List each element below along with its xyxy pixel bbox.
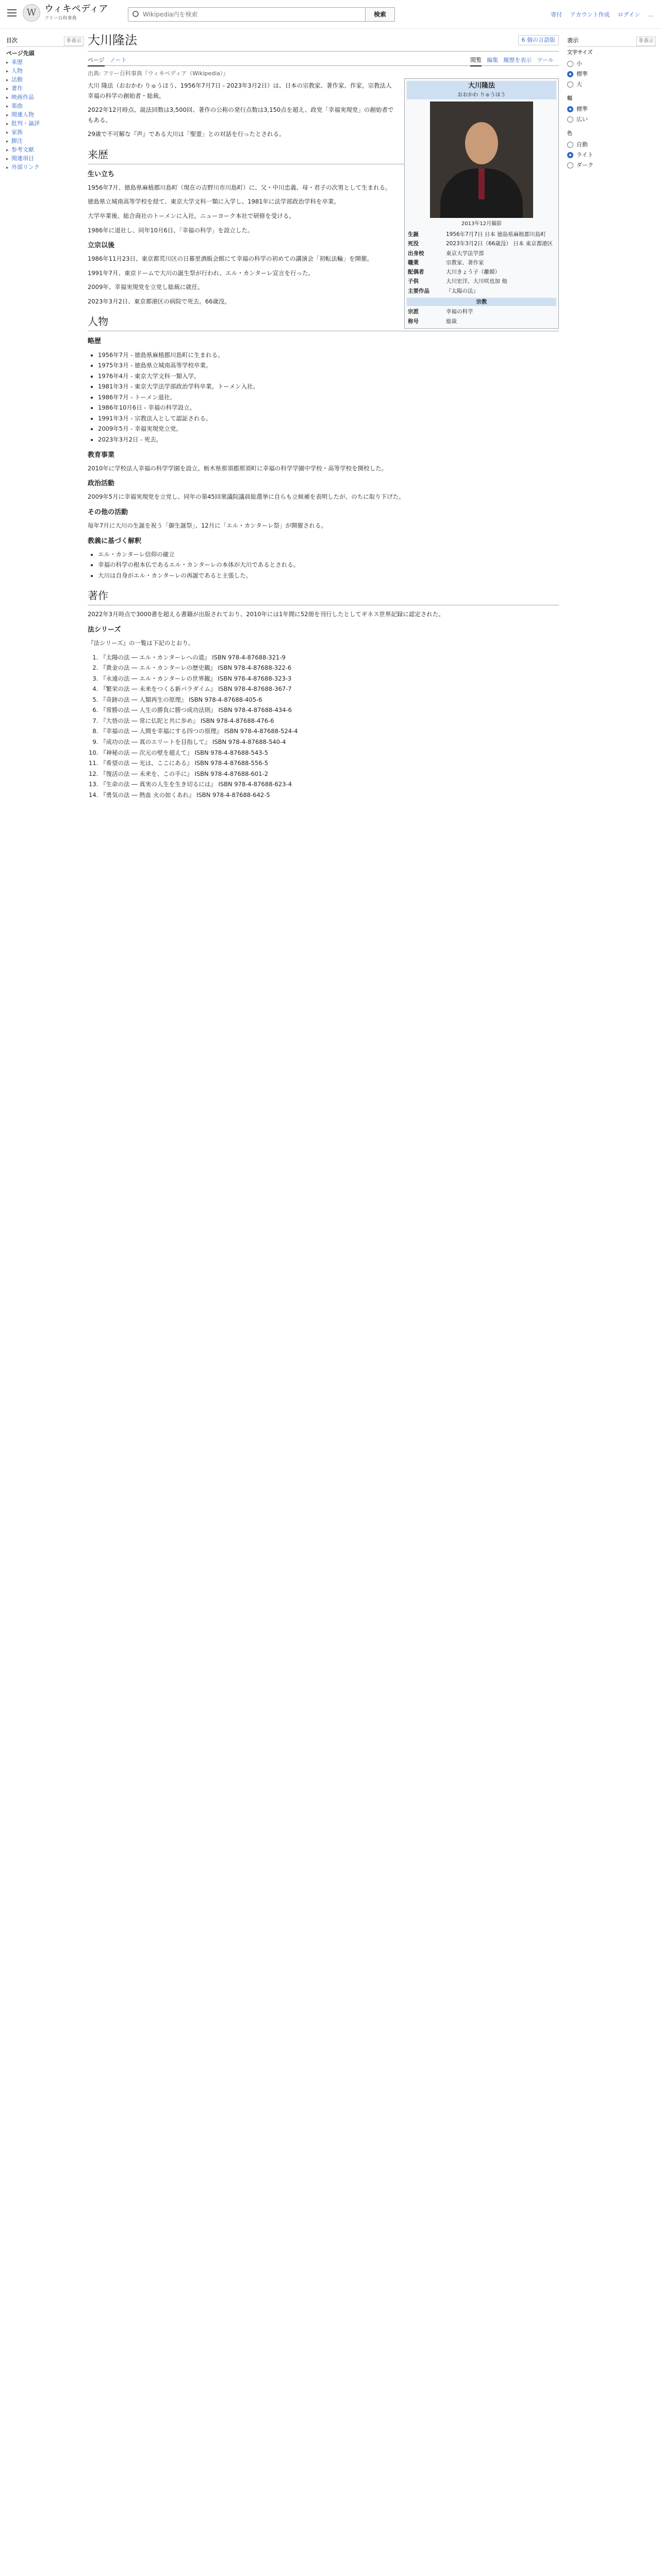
paragraph: 2009年、幸福実現党を立党し総裁に就任。 <box>88 283 204 291</box>
infobox-key: 配偶者 <box>408 269 424 276</box>
toc-item[interactable]: ▸ 関連項目 <box>6 154 84 163</box>
infobox <box>404 78 559 329</box>
chevron-right-icon[interactable]: ▸ <box>6 104 9 110</box>
chevron-right-icon[interactable]: ▸ <box>6 69 9 75</box>
intro-paragraph: 2022年12月時点、説法回数は3,500回、著作の公称の発行点数は3,150点を超え、政党「幸福実現党」の創始者でもある。 <box>88 106 394 124</box>
login-link[interactable]: ログイン <box>618 11 640 18</box>
subsection-heading: 教育事業 <box>88 451 115 459</box>
radio-icon[interactable] <box>567 61 573 67</box>
book-item: 13. 『生命の法 ― 真実の人生を生き切るには』 ISBN 978-4-87688-623-4 <box>100 779 557 790</box>
appearance-option[interactable]: ダーク <box>567 160 656 171</box>
paragraph: 毎年7月に大川の生誕を祝う「御生誕祭」、12月に「エル・カンターレ祭」が開催される。 <box>88 522 327 530</box>
appearance-hide-button[interactable]: 非表示 <box>636 37 656 46</box>
infobox-key: 死没 <box>408 241 419 247</box>
book-item: 2. 『黄金の法 ― エル・カンターレの歴史観』 ISBN 978-4-87688-322-6 <box>100 663 557 673</box>
section-heading: 人物 <box>88 314 559 331</box>
book-item: 6. 『常勝の法 ― 人生の勝負に勝つ成功法則』 ISBN 978-4-87688-434-6 <box>100 705 557 716</box>
infobox-key: 称号 <box>408 318 419 325</box>
appearance-option[interactable]: 標準 <box>567 69 656 79</box>
timeline-item: • 1986年10月6日 - 幸福の科学設立。 <box>98 403 557 413</box>
intro <box>88 81 397 140</box>
book-item: 14. 『勇気の法 ― 熱血 火の如くあれ』 ISBN 978-4-87688-642-5 <box>100 790 557 801</box>
infobox-row <box>407 258 556 267</box>
toc-sidebar <box>6 36 84 172</box>
toc-item[interactable]: ▸ 関連人物 <box>6 110 84 119</box>
search-box <box>128 7 395 22</box>
paragraph: 1986年11月23日、東京都荒川区の日暮里酒販会館にて幸福の科学の初めての講演会「初転法輪」を開催。 <box>88 255 373 263</box>
book-item: 1. 『太陽の法 ― エル・カンターレへの道』 ISBN 978-4-87688-321-9 <box>100 653 557 663</box>
site-header <box>0 0 662 29</box>
toc-hide-button[interactable]: 非表示 <box>64 37 84 46</box>
create-account-link[interactable]: アカウント作成 <box>570 11 610 18</box>
paragraph: 2023年3月2日、東京都港区の病院で死去。66歳没。 <box>88 297 231 305</box>
toc-item[interactable]: ▸ 脚注 <box>6 137 84 145</box>
toc-item[interactable]: ページ先頭 <box>6 50 35 57</box>
radio-icon[interactable] <box>567 81 573 88</box>
book-list <box>88 653 557 801</box>
paragraph: 『法シリーズ』の一覧は下記のとおり。 <box>88 639 194 647</box>
article <box>88 31 559 801</box>
doctrine-item: • 大川は自身がエル・カンターレの再誕であると主張した。 <box>98 571 557 581</box>
chevron-right-icon[interactable]: ▸ <box>6 130 9 136</box>
infobox-value: 大川宏洋、大川咲也加 他 <box>446 278 507 285</box>
appearance-option[interactable]: ライト <box>567 150 656 160</box>
chevron-right-icon[interactable]: ▸ <box>6 78 9 83</box>
toc-item[interactable]: ▸ 来歴 <box>6 58 84 66</box>
chevron-right-icon[interactable]: ▸ <box>6 95 9 101</box>
toc-item[interactable]: ▸ 著作 <box>6 84 84 93</box>
tagline: 出典: フリー百科事典『ウィキペディア（Wikipedia）』 <box>88 70 229 77</box>
timeline-item: • 2023年3月2日 - 死去。 <box>98 435 557 445</box>
tab-talk[interactable]: ノート <box>109 57 127 63</box>
timeline-item: • 1981年3月 - 東京大学法学部政治学科卒業。トーメン入社。 <box>98 382 557 392</box>
subsection-heading: その他の活動 <box>88 508 128 516</box>
book-item: 7. 『大悟の法 ― 常に仏陀と共に歩め』 ISBN 978-4-87688-476-6 <box>100 716 557 726</box>
infobox-row <box>407 277 556 286</box>
infobox-key: 主要作品 <box>408 287 429 294</box>
infobox-section: 宗教 <box>407 298 556 306</box>
appearance-group-title: 文字サイズ <box>567 50 593 56</box>
radio-icon[interactable] <box>567 106 573 112</box>
more-icon[interactable]: … <box>648 11 654 18</box>
wikipedia-logo[interactable]: W <box>23 4 40 22</box>
toc-item[interactable]: ▸ 映画作品 <box>6 93 84 101</box>
chevron-right-icon[interactable]: ▸ <box>6 157 9 162</box>
infobox-row <box>407 307 556 316</box>
site-name[interactable]: ウィキペディア <box>44 4 108 14</box>
page-title: 大川隆法 6 個の言語版 <box>88 31 559 52</box>
infobox-value: 総裁 <box>446 318 457 325</box>
paragraph: 1986年に退社し、同年10月6日、「幸福の科学」を設立した。 <box>88 226 254 234</box>
tab-page[interactable]: ページ <box>88 57 105 66</box>
infobox-row <box>407 230 556 239</box>
toc-title: 目次 <box>6 37 18 44</box>
portrait-image[interactable] <box>430 101 533 218</box>
appearance-option[interactable]: 標準 <box>567 104 656 114</box>
appearance-title: 表示 <box>567 37 578 44</box>
book-item: 5. 『奇跡の法 ― 人類再生の原理』 ISBN 978-4-87688-405-6 <box>100 695 557 705</box>
timeline-item: • 1991年3月 - 宗教法人として認証される。 <box>98 414 557 424</box>
radio-icon[interactable] <box>567 142 573 148</box>
appearance-group <box>567 49 656 90</box>
infobox-row <box>407 239 556 248</box>
search-button[interactable]: 検索 <box>365 7 395 22</box>
chevron-right-icon[interactable]: ▸ <box>6 148 9 154</box>
subsection-heading: 生い立ち <box>88 170 115 178</box>
page-tabs <box>88 52 559 66</box>
section-heading: 来歴 <box>88 147 559 164</box>
radio-icon[interactable] <box>567 71 573 77</box>
toc-item[interactable]: ▸ 人物 <box>6 66 84 75</box>
user-tools <box>544 10 654 19</box>
radio-icon[interactable] <box>567 116 573 123</box>
appearance-option[interactable]: 自動 <box>567 140 656 150</box>
intro-paragraph: 29歳で不可解な『声』である大川は「聖霊」との対話を行ったとされる。 <box>88 130 285 138</box>
book-item: 12. 『復活の法 ― 未来を、この手に』 ISBN 978-4-87688-601-2 <box>100 769 557 779</box>
chevron-right-icon[interactable]: ▸ <box>6 60 9 66</box>
tab-edit[interactable]: 編集 <box>487 57 499 63</box>
infobox-value: 大川きょう子（離婚） <box>446 269 500 276</box>
paragraph: 2022年3月時点で3000書を超える書籍が出版されており、2010年には1年間に52冊を刊行したとしてギネス世界記録に認定された。 <box>88 611 444 618</box>
appearance-option[interactable]: 広い <box>567 114 656 125</box>
book-item: 9. 『成功の法 ― 真のエリートを目指して』 ISBN 978-4-87688-540-4 <box>100 737 557 748</box>
subsection-heading: 略歴 <box>88 337 102 346</box>
infobox-row <box>407 267 556 277</box>
search-icon <box>133 11 139 17</box>
appearance-group <box>567 130 656 171</box>
book-item: 3. 『永遠の法 ― エル・カンターレの世界観』 ISBN 978-4-87688-323-3 <box>100 674 557 684</box>
section-body <box>88 183 397 235</box>
subsection-heading: 立宗以後 <box>88 242 115 250</box>
timeline-item: • 2009年5月 - 幸福実現党立党。 <box>98 424 557 434</box>
menu-icon[interactable] <box>7 9 16 16</box>
chevron-right-icon[interactable]: ▸ <box>6 139 9 145</box>
book-item: 10. 『神秘の法 ― 次元の壁を超えて』 ISBN 978-4-87688-543-5 <box>100 748 557 758</box>
language-button[interactable]: 6 個の言語版 <box>518 35 559 45</box>
infobox-key: 生誕 <box>408 231 419 238</box>
infobox-row <box>407 249 556 258</box>
tab-history[interactable]: 履歴を表示 <box>503 57 532 63</box>
toc-item[interactable]: ▸ 批判・論評 <box>6 119 84 128</box>
chevron-right-icon[interactable]: ▸ <box>6 113 9 118</box>
infobox-value: 東京大学法学部 <box>446 250 484 257</box>
infobox-key: 職業 <box>408 259 419 266</box>
toc-item[interactable]: ▸ 外部リンク <box>6 163 84 172</box>
subsection-heading: 法シリーズ <box>88 625 121 634</box>
paragraph: 1991年7月、東京ドームで大川の誕生祭が行われ、エル・カンターレ宣言を行った。 <box>88 269 315 277</box>
image-caption: 2013年12月撮影 <box>461 221 502 227</box>
doctrine-list <box>88 550 557 581</box>
paragraph: 2010年に学校法人幸福の科学学園を設立。栃木県那須郡那須町に幸福の科学学園中学校・高等学校を開校した。 <box>88 464 388 472</box>
timeline-item: • 1976年4月 - 東京大学文科一類入学。 <box>98 371 557 382</box>
infobox-row <box>407 286 556 296</box>
appearance-group <box>567 95 656 125</box>
toc-item[interactable]: ▸ 参考文献 <box>6 145 84 154</box>
radio-icon[interactable] <box>567 152 573 158</box>
toc-item[interactable]: ▸ 活動 <box>6 75 84 84</box>
appearance-option[interactable]: 大 <box>567 79 656 90</box>
timeline-item: • 1956年7月 - 徳島県麻植郡川島町に生まれる。 <box>98 350 557 361</box>
toc-item[interactable]: ▸ 楽曲 <box>6 101 84 110</box>
chevron-right-icon[interactable]: ▸ <box>6 122 9 127</box>
book-item: 11. 『希望の法 ― 光は、ここにある』 ISBN 978-4-87688-556-5 <box>100 758 557 769</box>
site-subtitle: フリー百科事典 <box>44 16 77 21</box>
infobox-value: 『太陽の法』 <box>446 287 478 294</box>
paragraph: 徳島県立城南高等学校を経て、東京大学文科一類に入学し、1981年に法学部政治学科を卒業。 <box>88 198 340 206</box>
book-item: 8. 『幸福の法 ― 人間を幸福にする四つの原理』 ISBN 978-4-87688-524-4 <box>100 726 557 737</box>
infobox-value: 2023年3月2日（66歳没） 日本 東京都港区 <box>446 241 553 247</box>
radio-icon[interactable] <box>567 162 573 168</box>
toc-item[interactable]: ▸ 家族 <box>6 128 84 137</box>
appearance-group-title: 幅 <box>567 95 572 101</box>
paragraph: 1956年7月、徳島県麻植郡川島町（現在の吉野川市川島町）に、父・中川忠義、母・君子の次男として生まれる。 <box>88 183 391 191</box>
infobox-key: 出身校 <box>408 250 424 257</box>
appearance-group-title: 色 <box>567 131 572 137</box>
donate-link[interactable]: 寄付 <box>551 11 562 18</box>
infobox-name: 大川隆法 <box>407 81 556 91</box>
timeline-list <box>88 350 557 445</box>
paragraph: 大学卒業後、総合商社のトーメンに入社。ニューヨーク本社で研修を受ける。 <box>88 212 295 220</box>
chevron-right-icon[interactable]: ▸ <box>6 165 9 171</box>
appearance-panel <box>567 36 656 176</box>
timeline-item: • 1975年3月 - 徳島県立城南高等学校卒業。 <box>98 361 557 371</box>
timeline-item: • 1986年7月 - トーメン退社。 <box>98 393 557 403</box>
subsection-heading: 教義に基づく解釈 <box>88 537 142 545</box>
book-item: 4. 『繁栄の法 ― 未来をつくる新パラダイム』 ISBN 978-4-87688-367-7 <box>100 684 557 694</box>
search-input[interactable] <box>143 9 365 20</box>
tab-tools[interactable]: ツール <box>537 57 554 63</box>
doctrine-item: • エル・カンターレ信仰の確立 <box>98 550 557 560</box>
section-heading: 著作 <box>88 588 559 605</box>
paragraph: 2009年5月に幸福実現党を立党し、同年の第45回衆議院議員総選挙に自らも立候補を表明したが、のちに取り下げた。 <box>88 493 405 501</box>
infobox-key: 子供 <box>408 278 419 285</box>
intro-paragraph: 大川 隆法（おおかわ りゅうほう、1956年7月7日 - 2023年3月2日）は、日本の宗教家、著作家、作家。宗教法人幸福の科学の創始者・総裁。 <box>88 82 392 99</box>
doctrine-item: • 幸福の科学の根本仏であるエル・カンターレの本体が大川であるとされる。 <box>98 560 557 570</box>
infobox-value: 宗教家、著作家 <box>446 259 484 266</box>
infobox-kana: おおかわ りゅうほう <box>407 91 556 99</box>
infobox-value: 幸福の科学 <box>446 309 473 315</box>
subsection-heading: 政治活動 <box>88 480 115 488</box>
infobox-value: 1956年7月7日 日本 徳島県麻植郡川島町 <box>446 231 546 238</box>
infobox-key: 宗派 <box>408 309 419 315</box>
tab-read[interactable]: 閲覧 <box>470 57 482 66</box>
appearance-option[interactable]: 小 <box>567 59 656 69</box>
infobox-row <box>407 317 556 326</box>
chevron-right-icon[interactable]: ▸ <box>6 87 9 92</box>
